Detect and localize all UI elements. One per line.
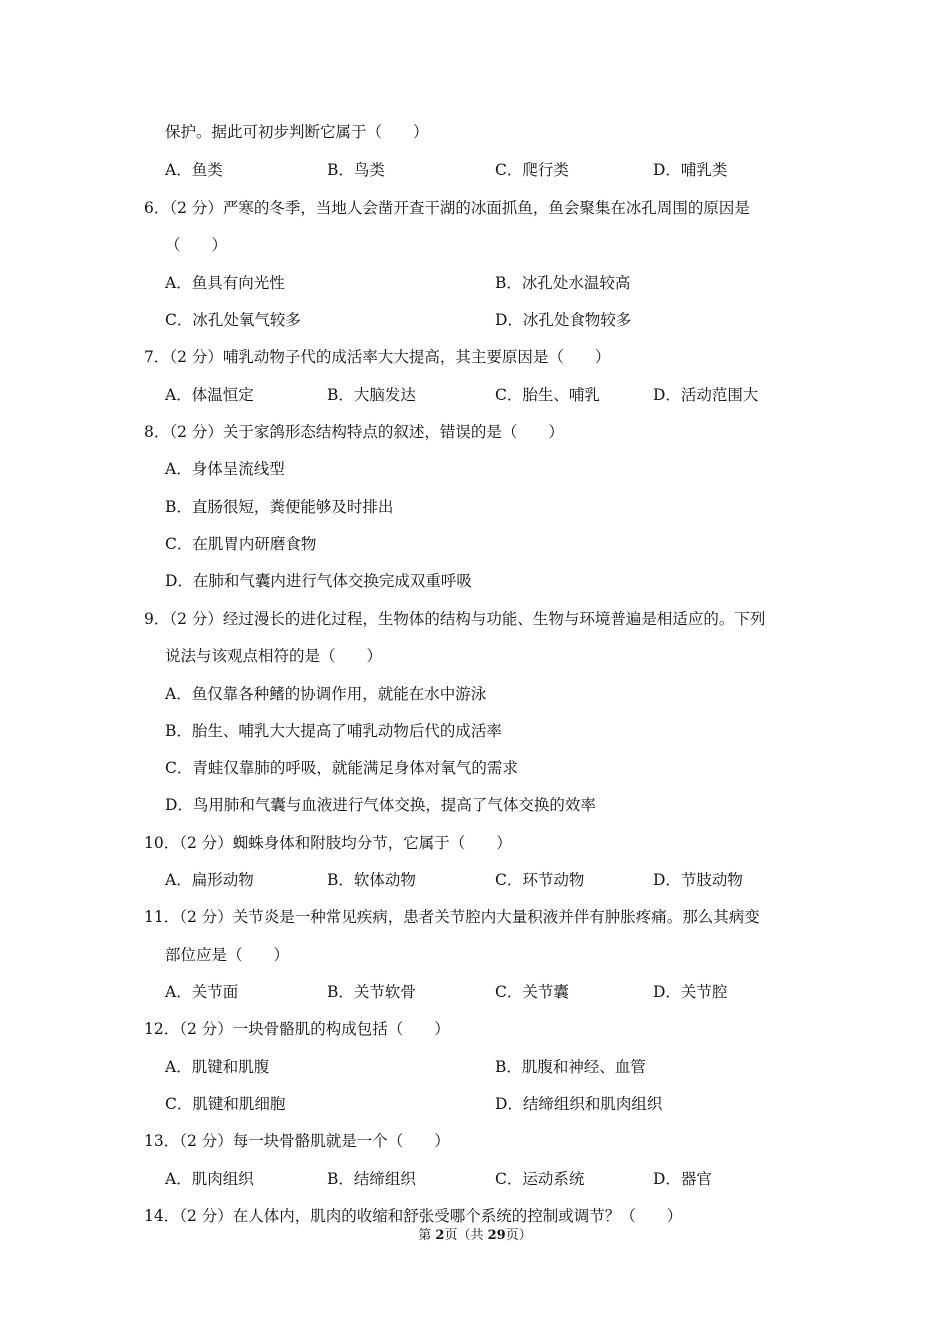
option-5c: C．爬行类	[495, 161, 569, 179]
question-5-continuation: 保护。据此可初步判断它属于（ ）	[165, 123, 429, 141]
option-5b: B．鸟类	[327, 161, 385, 179]
option-7c: C．胎生、哺乳	[495, 386, 600, 404]
option-12d: D．结缔组织和肌肉组织	[495, 1095, 663, 1113]
option-12a: A．肌键和肌腹	[165, 1058, 270, 1076]
option-11a: A．关节面	[165, 983, 239, 1001]
option-12b: B．肌腹和神经、血管	[495, 1058, 646, 1076]
option-9b: B．胎生、哺乳大大提高了哺乳动物后代的成活率	[165, 722, 502, 740]
question-11-stem: 11．（2 分）关节炎是一种常见疾病，患者关节腔内大量积液并伴有肿胀疼痛。那么其病变	[144, 908, 760, 926]
option-13a: A．肌肉组织	[165, 1170, 254, 1188]
option-6a: A．鱼具有向光性	[165, 274, 285, 292]
option-5a: A．鱼类	[165, 161, 223, 179]
option-6d: D．冰孔处食物较多	[495, 311, 632, 329]
option-11b: B．关节软骨	[327, 983, 416, 1001]
option-6b: B．冰孔处水温较高	[495, 274, 631, 292]
option-11d: D．关节腔	[653, 983, 728, 1001]
option-9a: A．鱼仅靠各种鳍的协调作用，就能在水中游泳	[165, 685, 487, 703]
question-8-stem: 8．（2 分）关于家鸽形态结构特点的叙述，错误的是（ ）	[144, 423, 564, 441]
question-12-stem: 12．（2 分）一块骨骼肌的构成包括（ ）	[144, 1020, 450, 1038]
footer-suffix: 页）	[505, 1228, 532, 1243]
footer-page-number: 2	[435, 1228, 445, 1243]
question-6-stem: 6．（2 分）严寒的冬季，当地人会凿开查干湖的冰面抓鱼，鱼会聚集在冰孔周围的原因是	[144, 199, 750, 217]
page-footer	[0, 1227, 950, 1245]
option-12c: C．肌键和肌细胞	[165, 1095, 286, 1113]
option-13c: C．运动系统	[495, 1170, 585, 1188]
question-14-stem: 14．（2 分）在人体内，肌肉的收缩和舒张受哪个系统的控制或调节？（ ）	[144, 1207, 683, 1225]
option-8d: D．在肺和气囊内进行气体交换完成双重呼吸	[165, 572, 472, 590]
option-10a: A．扁形动物	[165, 871, 254, 889]
option-10d: D．节肢动物	[653, 871, 743, 889]
question-13-stem: 13．（2 分）每一块骨骼肌就是一个（ ）	[144, 1132, 450, 1150]
question-9-stem-cont: 说法与该观点相符的是（ ）	[165, 647, 383, 665]
question-9-stem: 9．（2 分）经过漫长的进化过程，生物体的结构与功能、生物与环境普遍是相适应的。下列	[144, 610, 766, 628]
option-8b: B．直肠很短，粪便能够及时排出	[165, 498, 394, 516]
option-13d: D．器官	[653, 1170, 712, 1188]
option-11c: C．关节囊	[495, 983, 569, 1001]
option-8c: C．在肌胃内研磨食物	[165, 535, 317, 553]
option-10c: C．环节动物	[495, 871, 585, 889]
footer-middle: 页（共	[444, 1228, 488, 1243]
footer-total-pages: 29	[487, 1228, 506, 1243]
option-13b: B．结缔组织	[327, 1170, 416, 1188]
question-6-stem-cont: （ ）	[165, 236, 228, 254]
question-7-stem: 7．（2 分）哺乳动物子代的成活率大大提高，其主要原因是（ ）	[144, 348, 611, 366]
question-11-stem-cont: 部位应是（ ）	[165, 946, 290, 964]
option-7d: D．活动范围大	[653, 386, 759, 404]
question-10-stem: 10．（2 分）蜘蛛身体和附肢均分节，它属于（ ）	[144, 834, 512, 852]
option-6c: C．冰孔处氧气较多	[165, 311, 301, 329]
option-7b: B．大脑发达	[327, 386, 416, 404]
option-5d: D．哺乳类	[653, 161, 728, 179]
footer-prefix: 第	[418, 1228, 436, 1243]
option-8a: A．身体呈流线型	[165, 460, 285, 478]
option-9d: D．鸟用肺和气囊与血液进行气体交换，提高了气体交换的效率	[165, 796, 596, 814]
option-10b: B．软体动物	[327, 871, 416, 889]
option-9c: C．青蛙仅靠肺的呼吸，就能满足身体对氧气的需求	[165, 759, 518, 777]
option-7a: A．体温恒定	[165, 386, 254, 404]
